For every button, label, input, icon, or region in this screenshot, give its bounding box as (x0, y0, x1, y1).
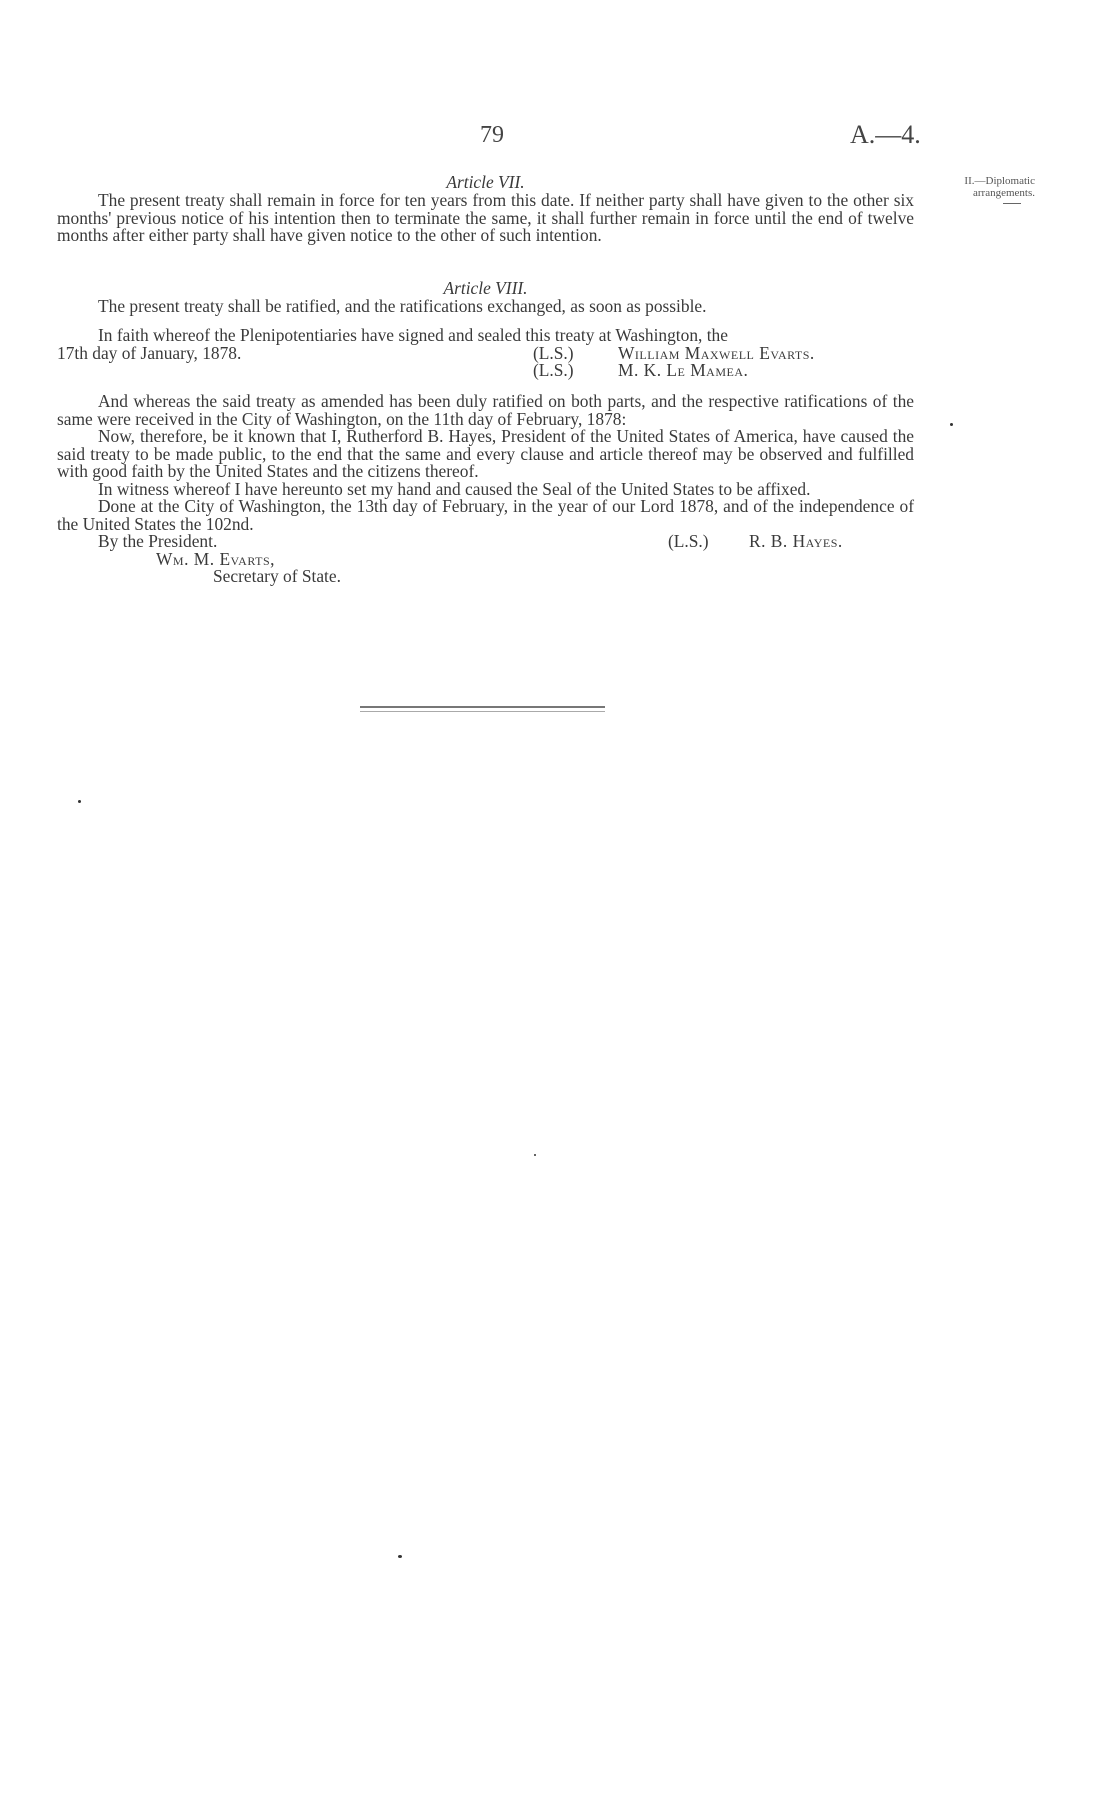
seal-mark-1: (L.S.) (533, 342, 574, 363)
proclamation (57, 393, 914, 586)
secretary-name: Wm. M. Evarts, (156, 548, 275, 569)
article-viii-heading: Article VIII. (443, 278, 528, 298)
scan-speck (534, 1154, 536, 1156)
article-vii-section (57, 172, 914, 245)
seal-mark-president: (L.S.) (668, 531, 709, 551)
document-reference: A.—4. (850, 120, 921, 149)
closing-rule (360, 706, 605, 708)
margin-note-line-1: II.—Diplomatic (964, 175, 1035, 187)
proclamation-whereas: And whereas the said treaty as amended has been duly ratified on both parts, and the respective ratifications of the same were received in the City of Washington, on the 11th day of February, 1878: (57, 391, 914, 429)
scan-speck (78, 800, 81, 803)
closing-rule-secondary (360, 711, 605, 712)
president-signature: R. B. Hayes. (749, 531, 843, 551)
proclamation-done-at: Done at the City of Washington, the 13th day of February, in the year of our Lord 1878, and of the independence of the United States the 102nd. (57, 496, 914, 534)
seal-mark-2: (L.S.) (533, 360, 574, 380)
margin-note (935, 175, 1035, 199)
signatory-evarts: William Maxwell Evarts. (618, 342, 815, 363)
article-viii-section (57, 278, 914, 316)
article-vii-heading: Article VII. (446, 172, 525, 192)
proclamation-in-witness: In witness whereof I have hereunto set my hand and caused the Seal of the United States to be affixed. (98, 478, 811, 499)
page-number: 79 (480, 122, 504, 148)
faith-clause-date: 17th day of January, 1878. (57, 342, 242, 363)
secretary-title-row (57, 568, 914, 586)
proclamation-now-therefore: Now, therefore, be it known that I, Rutherford B. Hayes, President of the United States of America, have caused the said treaty to be made public, to the end that the same and every clause and article thereof may be observed and fulfilled with good faith by the United States and the citizens thereof. (57, 426, 914, 481)
signatory-le-mamea: M. K. Le Mamea. (618, 360, 749, 380)
article-vii-text: The present treaty shall remain in force for ten years from this date. If neither party shall have given to the other six months' previous notice of his intention then to terminate the same, it shall further remain in force until the end of twelve months after either party shall have given notice to the other of such intention. (57, 190, 914, 245)
scan-speck (950, 423, 953, 426)
faith-clause-line-1: In faith whereof the Plenipotentiaries have signed and sealed this treaty at Washington, the (98, 325, 728, 345)
signature-row (57, 533, 914, 551)
by-the-president: By the President. (98, 531, 218, 551)
faith-clause-row-2 (57, 342, 914, 363)
article-viii-text: The present treaty shall be ratified, and the ratifications exchanged, as soon as possible. (98, 296, 707, 316)
margin-note-rule (1003, 203, 1021, 204)
scan-speck (398, 1555, 402, 1558)
margin-note-line-2: arrangements. (973, 187, 1035, 199)
secretary-name-row (57, 548, 914, 569)
secretary-title: Secretary of State. (213, 566, 341, 586)
faith-clause (57, 327, 914, 380)
faith-clause-row-3 (57, 362, 914, 380)
